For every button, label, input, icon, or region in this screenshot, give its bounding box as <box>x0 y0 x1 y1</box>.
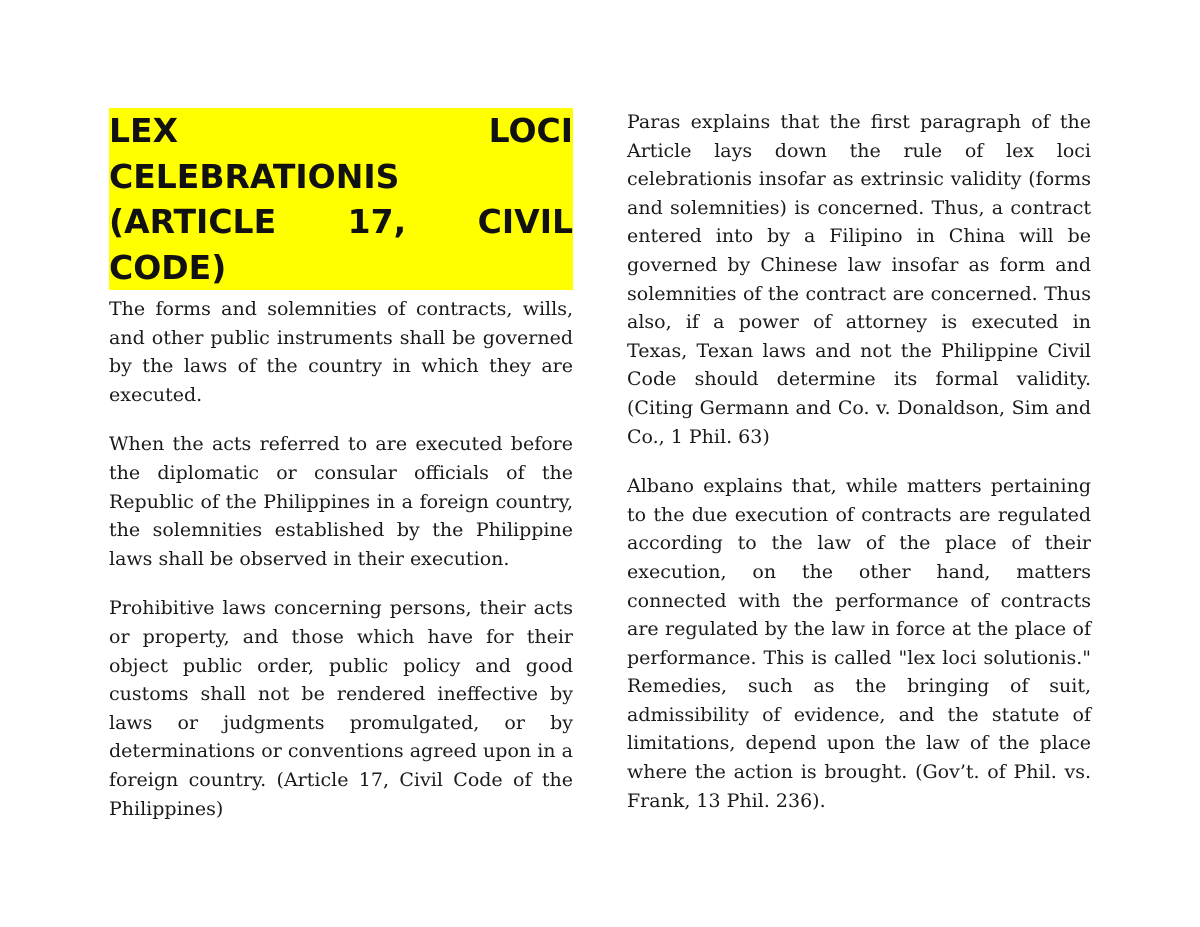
right-column <box>627 108 1091 836</box>
section-heading: LEX LOCI CELEBRATIONIS (ARTICLE 17, CIVIL CODE) <box>109 108 573 290</box>
paragraph-albano-explanation: Albano explains that, while matters pertaining to the due execution of contracts are regulated according to the law of the place of their execution, on the other hand, matters connected with the performance of contracts are regulated by the law in force at the place of performance. This is called "lex loci solutionis." Remedies, such as the bringing of suit, admissibility of evidence, and the statute of limitations, depend upon the law of the place where the action is brought. (Gov’t. of Phil. vs. Frank, 13 Phil. 236). <box>627 475 1091 812</box>
paragraph-diplomatic-officials: When the acts referred to are executed before the diplomatic or consular officials of the Republic of the Philippines in a foreign country, the solemnities established by the Philippine laws shall be observed in their execution. <box>109 433 573 570</box>
paragraph-prohibitive-laws: Prohibitive laws concerning persons, their acts or property, and those which have for their object public order, public policy and good customs shall not be rendered ineffective by laws or judgments promulgated, or by determinations or conventions agreed upon in a foreign country. (Article 17, Civil Code of the Philippines) <box>109 597 573 820</box>
paragraph-forms-solemnities: The forms and solemnities of contracts, wills, and other public instruments shall be governed by the laws of the country in which they are executed. <box>109 298 573 406</box>
left-column <box>109 108 573 844</box>
paragraph-paras-explanation: Paras explains that the first paragraph of the Article lays down the rule of lex loci celebrationis insofar as extrinsic validity (forms and solemnities) is concerned. Thus, a contract entered into by a Filipino in China will be governed by Chinese law insofar as form and solemnities of the contract are concerned. Thus also, if a power of attorney is executed in Texas, Texan laws and not the Philippine Civil Code should determine its formal validity. (Citing Germann and Co. v. Donaldson, Sim and Co., 1 Phil. 63) <box>627 111 1091 448</box>
